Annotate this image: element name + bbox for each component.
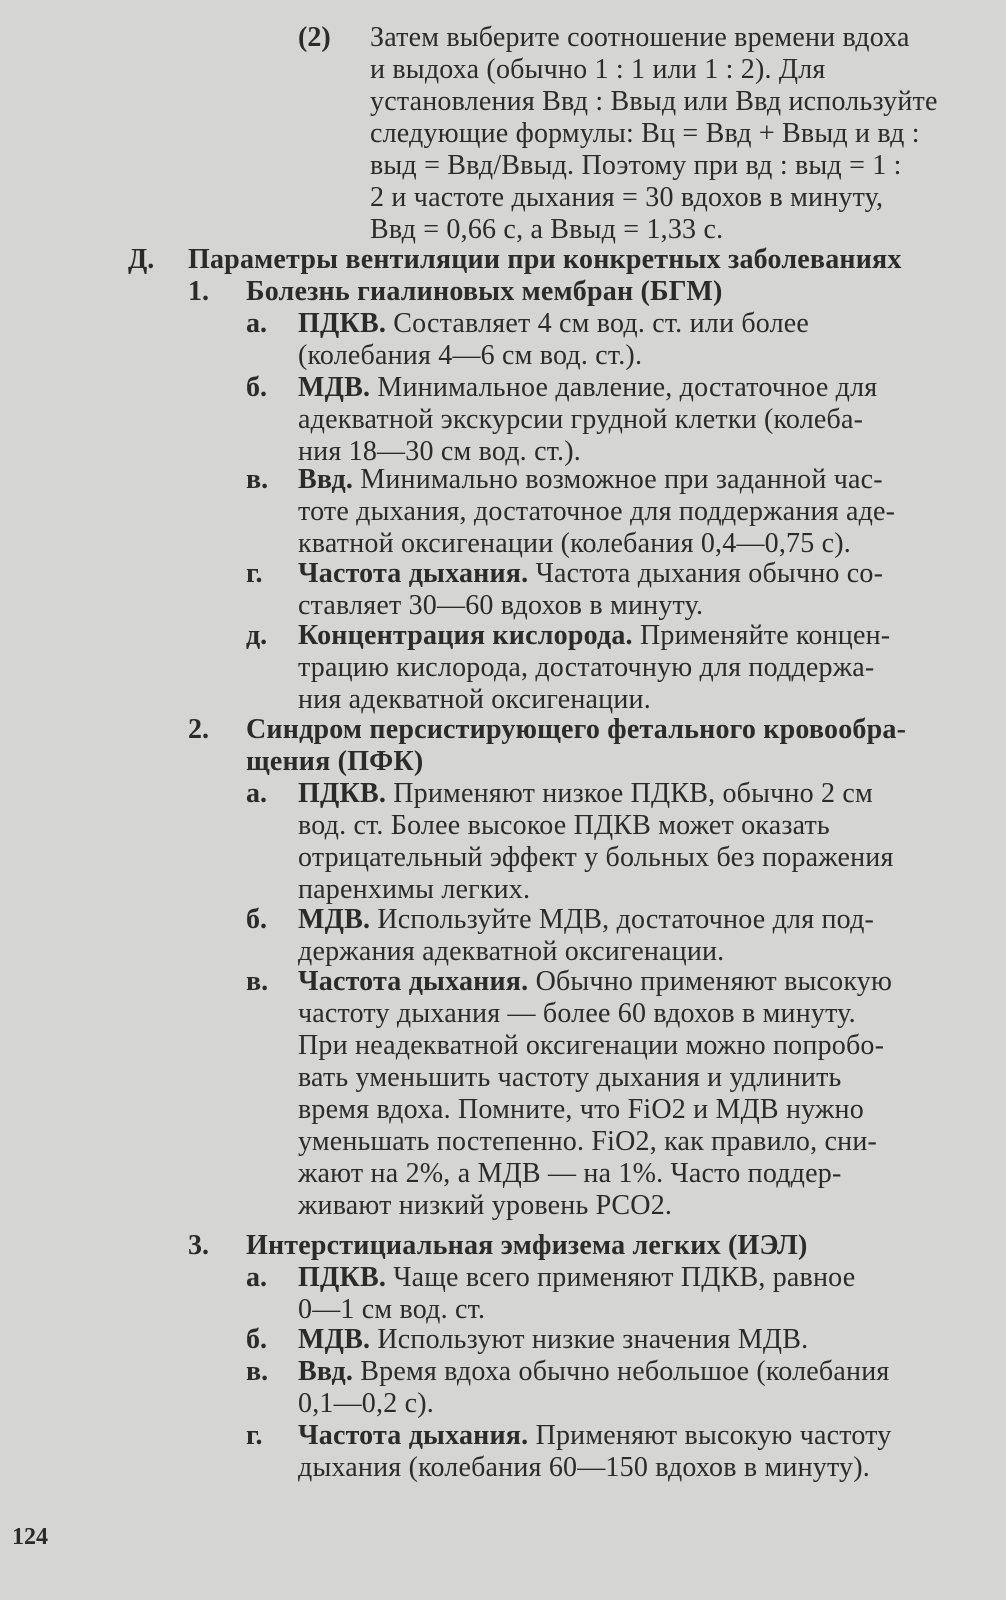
subitem-line: 0,1—0,2 с). [298, 1388, 434, 1419]
subitem-label: б. [246, 372, 267, 403]
subitem-line: ния 18—30 см вод. ст.). [298, 436, 581, 467]
subitem-label: а. [246, 1262, 267, 1293]
subitem-label: а. [246, 308, 267, 339]
subitem-heading: Концентрация кислорода. [298, 620, 633, 651]
subitem-label: в. [246, 1356, 269, 1387]
intro-label: (2) [298, 22, 331, 53]
subitem-text: Минимальное давление, достаточное для [377, 372, 878, 403]
subitem-label: а. [246, 778, 267, 809]
subitem-line: адекватной экскурсии грудной клетки (колеба- [298, 404, 864, 435]
subitem-text: Используют низкие значения МДВ. [377, 1324, 809, 1355]
subitem-line: уменьшать постепенно. FiO2, как правило, сни- [298, 1126, 878, 1157]
subitem-first-line [298, 778, 873, 810]
subitem-heading: ПДКВ. [298, 308, 387, 339]
subitem-line: частоту дыхания — более 60 вдохов в минуту. [298, 998, 856, 1029]
item-title: Синдром персистирующего фетального кровообра- [246, 714, 907, 745]
subitem-first-line [298, 558, 883, 590]
item-number: 2. [188, 714, 209, 745]
subitem-text: Применяют низкое ПДКВ, обычно 2 см [393, 778, 873, 809]
subitem-text: Составляет 4 см вод. ст. или более [393, 308, 810, 339]
subitem-line: (колебания 4—6 см вод. ст.). [298, 340, 643, 371]
item-title: щения (ПФК) [246, 746, 424, 777]
intro-line: Bвд = 0,66 с, а Bвыд = 1,33 с. [370, 214, 724, 245]
item-number: 3. [188, 1230, 209, 1261]
subitem-line: ния адекватной оксигенации. [298, 684, 651, 715]
subitem-line: дыхания (колебания 60—150 вдохов в минуту). [298, 1452, 870, 1483]
subitem-first-line [298, 966, 892, 998]
subitem-heading: Частота дыхания. [298, 966, 529, 997]
subitem-line: держания адекватной оксигенации. [298, 936, 725, 967]
subitem-heading: Bвд. [298, 1356, 354, 1387]
subitem-heading: ПДКВ. [298, 1262, 387, 1293]
intro-line: Затем выберите соотношение времени вдоха [370, 22, 910, 53]
section-label: Д. [128, 244, 155, 275]
subitem-label: в. [246, 966, 269, 997]
subitem-text: Используйте МДВ, достаточное для под- [377, 904, 875, 935]
subitem-label: д. [246, 620, 268, 651]
subitem-first-line [298, 464, 883, 496]
item-title: Интерстициальная эмфизема легких (ИЭЛ) [246, 1230, 808, 1261]
subitem-text: Обычно применяют высокую [535, 966, 893, 997]
subitem-text: Применяйте концен- [639, 620, 891, 651]
subitem-line: вать уменьшить частоту дыхания и удлинить [298, 1062, 842, 1093]
subitem-first-line [298, 1262, 855, 1294]
intro-line: и выдоха (обычно 1 : 1 или 1 : 2). Для [370, 54, 826, 85]
subitem-heading: МДВ. [298, 1324, 371, 1355]
subitem-line: ставляет 30—60 вдохов в минуту. [298, 590, 704, 621]
subitem-line: время вдоха. Помните, что FiO2 и МДВ нужно [298, 1094, 864, 1125]
subitem-text: Время вдоха обычно небольшое (колебания [360, 1356, 890, 1387]
subitem-line: вод. ст. Более высокое ПДКВ может оказать [298, 810, 830, 841]
subitem-heading: МДВ. [298, 904, 371, 935]
subitem-label: б. [246, 904, 267, 935]
subitem-text: Чаще всего применяют ПДКВ, равное [393, 1262, 856, 1293]
subitem-label: б. [246, 1324, 267, 1355]
subitem-heading: МДВ. [298, 372, 371, 403]
subitem-first-line [298, 620, 890, 652]
subitem-heading: Bвд. [298, 464, 354, 495]
subitem-label: г. [246, 1420, 263, 1451]
intro-line: установления Bвд : Bвыд или Bвд используйте [370, 86, 938, 117]
subitem-label: в. [246, 464, 269, 495]
subitem-line: При неадекватной оксигенации можно попробо- [298, 1030, 885, 1061]
subitem-line: паренхимы легких. [298, 874, 531, 905]
subitem-first-line [298, 1324, 808, 1356]
subitem-line: отрицательный эффект у больных без поражения [298, 842, 894, 873]
item-number: 1. [188, 276, 209, 307]
subitem-line: трацию кислорода, достаточную для поддержа- [298, 652, 875, 683]
subitem-line: тоте дыхания, достаточное для поддержания аде- [298, 496, 896, 527]
subitem-text: Применяют высокую частоту [535, 1420, 892, 1451]
section-title: Параметры вентиляции при конкретных заболеваниях [188, 244, 902, 275]
subitem-first-line [298, 308, 809, 340]
subitem-first-line [298, 1356, 889, 1388]
subitem-heading: ПДКВ. [298, 778, 387, 809]
subitem-first-line [298, 904, 874, 936]
subitem-heading: Частота дыхания. [298, 558, 529, 589]
subitem-line: жают на 2%, а МДВ — на 1%. Часто поддер- [298, 1158, 842, 1189]
subitem-first-line [298, 1420, 891, 1452]
subitem-text: Частота дыхания обычно со- [535, 558, 884, 589]
intro-line: выд = Bвд/Bвыд. Поэтому при вд : выд = 1 : [370, 150, 902, 181]
subitem-line: 0—1 см вод. ст. [298, 1294, 486, 1325]
subitem-first-line [298, 372, 877, 404]
item-title: Болезнь гиалиновых мембран (БГМ) [246, 276, 723, 307]
page-number: 124 [12, 1524, 48, 1550]
intro-line: следующие формулы: Bц = Bвд + Bвыд и вд : [370, 118, 920, 149]
subitem-line: кватной оксигенации (колебания 0,4—0,75 с). [298, 528, 852, 559]
intro-line: 2 и частоте дыхания = 30 вдохов в минуту, [370, 182, 884, 213]
subitem-label: г. [246, 558, 263, 589]
subitem-text: Минимально возможное при заданной час- [360, 464, 883, 495]
subitem-heading: Частота дыхания. [298, 1420, 529, 1451]
subitem-line: живают низкий уровень PCO2. [298, 1190, 673, 1221]
